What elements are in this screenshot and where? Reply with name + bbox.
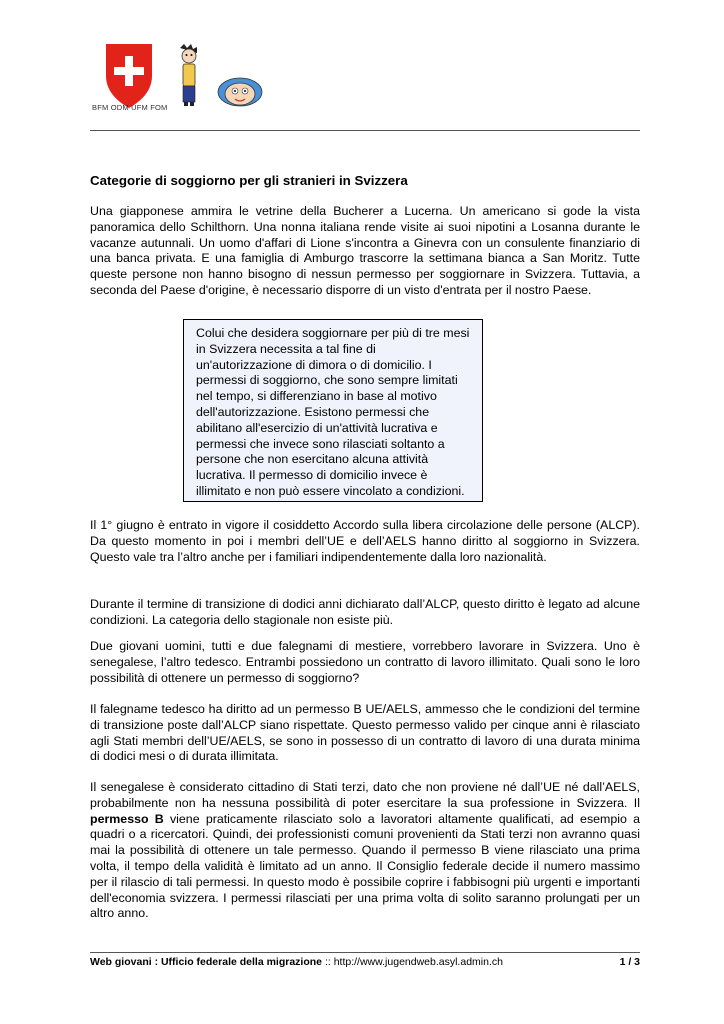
logo-text: BFM ODM UFM FOM (92, 103, 168, 112)
cartoon-girl-icon (218, 78, 262, 106)
footer-url-link[interactable]: http://www.jugendweb.asyl.admin.ch (333, 956, 503, 968)
paragraph-german-carpenter: Il falegname tedesco ha diritto ad un permesso B UE/AELS, ammesso che le condizioni del termine di transizione poste dall’ALCP siano rispettate. Questo permesso valido per cinque anni è rilasciato agli Stati membri dell’UE/AELS, se sono in possesso di un contratto di lavoro di una durata minima di dodici mesi o di durata illimitata. (90, 702, 640, 764)
paragraph-alcp: Il 1° giugno è entrato in vigore il cosiddetto Accordo sulla libera circolazione delle persone (ALCP). Da questo momento in poi i membri dell’UE e dell’AELS hanno diritto al soggiorno in Svizzera. Questo vale tra l’altro anche per i familiari indipendentemente dalla loro nazionalità. (90, 518, 640, 564)
header-divider (90, 130, 640, 131)
page-footer (90, 956, 640, 968)
paragraph-text-part: Il senegalese è considerato cittadino di Stati terzi, dato che non proviene né dall’UE né dall’AELS, probabilmente non ha nessuna possibilità di poter esercitare la sua professione in Svizzera. Il (90, 780, 640, 810)
footer-site-label: Web giovani : Ufficio federale della migrazione (90, 956, 323, 968)
permit-b-bold: permesso B (90, 811, 164, 826)
swiss-shield-icon (106, 44, 152, 108)
cartoon-boy-icon (180, 44, 197, 106)
callout-text: Colui che desidera soggiornare per più di tre mesi in Svizzera necessita a tal fine di un'autorizzazione di dimora o di domicilio. I permessi di soggiorno, che sono sempre limitati nel tempo, si differenziano in base al motivo dell'autorizzazione. Esistono permessi che abilitano all'esercizio di un'attività lucrativa e permessi che invece sono rilasciati soltanto a persone che non esercitano alcuna attività lucrativa. Il permesso di domicilio invece è illimitato e non può essere vincolato a condizioni. (196, 326, 470, 498)
footer-left (90, 956, 503, 968)
page-title: Categorie di soggiorno per gli stranieri in Svizzera (90, 173, 408, 188)
paragraph-intro: Una giapponese ammira le vetrine della Bucherer a Lucerna. Un americano si gode la vista panoramica dello Schilthorn. Una nonna italiana rende visite ai suoi nipotini a Losanna durante le vacanze autunnali. Un uomo d'affari di Lione s'incontra a Ginevra con un consulente finanziario di una banca privata. E una famiglia di Amburgo trascorre la settimana bianca a San Moritz. Tutte queste persone non hanno bisogno di nessun permesso per soggiornare in Svizzera. Tuttavia, a seconda del Paese d'origine, è necessario disporre di un visto d'entrata per il nostro Paese. (90, 204, 640, 297)
paragraph-transition: Durante il termine di transizione di dodici anni dichiarato dall’ALCP, questo diritto è legato ad alcune condizioni. La categoria dello stagionale non esiste più. (90, 597, 640, 627)
paragraph-senegalese-carpenter (90, 780, 640, 922)
paragraph-text-part: viene praticamente rilasciato solo a lavoratori altamente qualificati, ad esempio a quadri o a ricercatori. Quindi, dei professionisti comuni provenienti da Stati terzi non avranno quasi mai la possibilità di ottenere un tale permesso. Quando il permesso B viene rilasciato una prima volta, il tempo della validità è limitato ad un anno. Il Consiglio federale decide il numero massimo per il rilascio di tali permessi. In questo modo è possibile coprire i fabbisogni più urgenti e importanti dell'economia svizzera. I permessi rilasciati per una prima volta di solito saranno prolungati per un altro anno. (90, 811, 641, 921)
info-callout-box (183, 319, 483, 502)
footer-separator: :: (322, 956, 334, 968)
footer-divider (90, 952, 640, 953)
page-number: 1 / 3 (619, 956, 640, 968)
paragraph-carpenters: Due giovani uomini, tutti e due falegnami di mestiere, vorrebbero lavorare in Svizzera. Uno è senegalese, l’altro tedesco. Entrambi possiedono un contratto di lavoro illimitato. Quali sono le loro possibilità di ottenere un permesso di soggiorno? (90, 639, 640, 685)
